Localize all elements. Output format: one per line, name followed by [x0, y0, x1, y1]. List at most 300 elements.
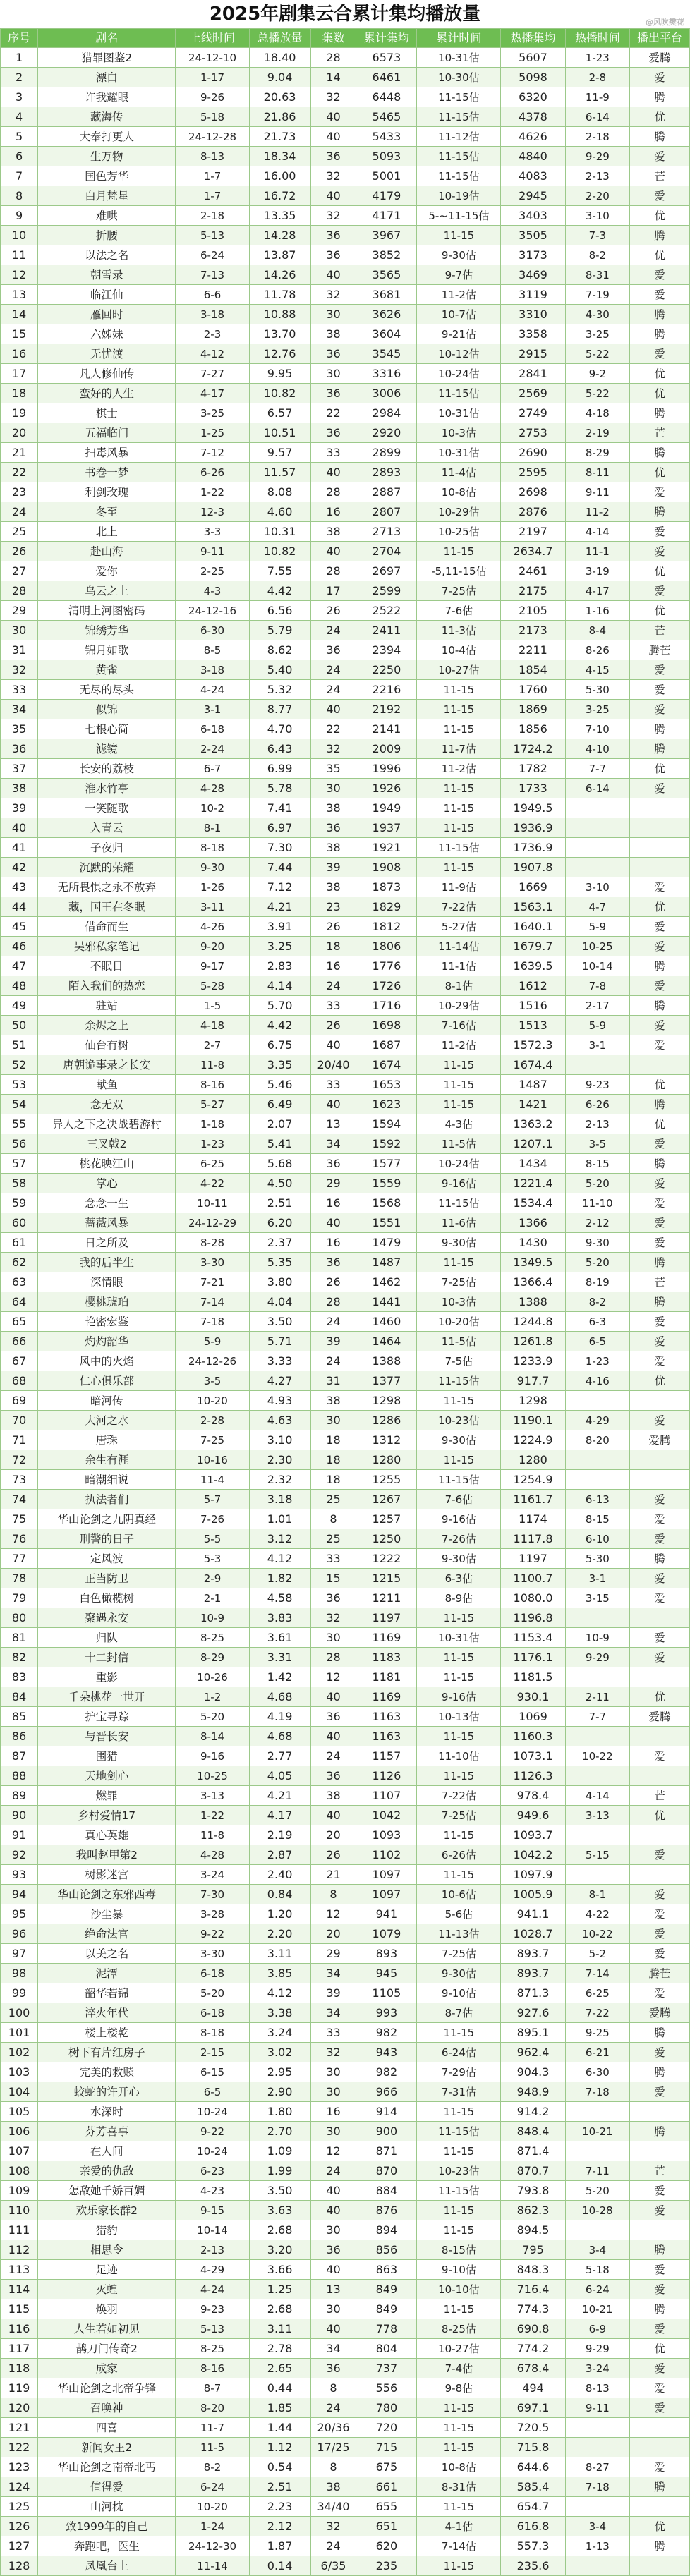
cell-start: 2-3	[176, 324, 249, 344]
cell-acc-avg: 1215	[356, 1569, 417, 1588]
cell-episodes: 40	[310, 1035, 356, 1055]
cell-episodes: 30	[310, 2062, 356, 2082]
cell-acctime: 4-1估	[417, 2517, 501, 2536]
cell-name: 归队	[38, 1628, 176, 1648]
cell-hot-avg: 893.7	[501, 1944, 565, 1964]
cell-start: 5-5	[176, 1529, 249, 1549]
cell-total: 5.40	[249, 660, 310, 680]
cell-episodes: 24	[310, 621, 356, 640]
cell-platform: 爱	[630, 680, 690, 700]
cell-start: 8-14	[176, 1727, 249, 1746]
cell-start: 5-20	[176, 1707, 249, 1727]
cell-hot-avg: 1161.7	[501, 1490, 565, 1509]
cell-episodes: 30	[310, 2220, 356, 2240]
table-row	[1, 1253, 690, 1272]
cell-total: 10.31	[249, 522, 310, 542]
table-row	[1, 364, 690, 384]
watermark: @风吹樊花	[646, 18, 684, 27]
cell-rank: 109	[1, 2181, 38, 2201]
cell-platform: 爱	[630, 2378, 690, 2398]
cell-start: 7-30	[176, 1885, 249, 1904]
cell-acctime: 5-~11-15估	[417, 206, 501, 226]
cell-name: 桃花映江山	[38, 1154, 176, 1174]
cell-start: 4-28	[176, 1845, 249, 1865]
table-row	[1, 2517, 690, 2536]
cell-rank: 2	[1, 68, 38, 87]
cell-episodes: 26	[310, 1016, 356, 1035]
cell-acc-avg: 1926	[356, 779, 417, 798]
cell-total: 3.18	[249, 1490, 310, 1509]
cell-name: 赴山海	[38, 542, 176, 561]
cell-start: 11-7	[176, 2418, 249, 2438]
cell-episodes: 36	[310, 344, 356, 364]
cell-platform	[630, 1608, 690, 1628]
cell-episodes: 15	[310, 1569, 356, 1588]
cell-hot-avg: 3310	[501, 305, 565, 324]
cell-acctime: 10-31估	[417, 48, 501, 68]
cell-acc-avg: 1441	[356, 1292, 417, 1312]
table-row	[1, 127, 690, 147]
cell-total: 2.77	[249, 1746, 310, 1766]
cell-rank: 54	[1, 1095, 38, 1114]
table-row	[1, 1233, 690, 1253]
cell-acctime: 11-2估	[417, 759, 501, 779]
cell-episodes: 22	[310, 719, 356, 739]
cell-rank: 114	[1, 2280, 38, 2299]
table-row	[1, 1746, 690, 1766]
cell-hottime: 3-10	[565, 877, 629, 897]
cell-hottime: 5-30	[565, 680, 629, 700]
cell-start: 8-20	[176, 2398, 249, 2418]
table-row	[1, 976, 690, 996]
cell-platform	[630, 798, 690, 818]
cell-acctime: 8-25估	[417, 2319, 501, 2339]
cell-acc-avg: 1280	[356, 1450, 417, 1470]
cell-acc-avg: 1105	[356, 1983, 417, 2003]
cell-total: 2.95	[249, 2062, 310, 2082]
cell-hottime	[565, 2556, 629, 2576]
cell-name: 致1999年的自己	[38, 2517, 176, 2536]
cell-episodes: 32	[310, 285, 356, 305]
table-row	[1, 1727, 690, 1746]
cell-acctime: 11-6估	[417, 1213, 501, 1233]
cell-rank: 49	[1, 996, 38, 1016]
cell-hottime: 5-30	[565, 1549, 629, 1569]
cell-acctime: 7-16估	[417, 1016, 501, 1035]
cell-total: 5.78	[249, 779, 310, 798]
cell-hot-avg: 1366	[501, 1213, 565, 1233]
cell-total: 7.12	[249, 877, 310, 897]
cell-episodes: 33	[310, 1075, 356, 1095]
cell-hot-avg: 2749	[501, 403, 565, 423]
cell-hot-avg: 654.7	[501, 2497, 565, 2517]
cell-episodes: 22	[310, 403, 356, 423]
table-row	[1, 2378, 690, 2398]
cell-platform: 爱	[630, 2181, 690, 2201]
cell-total: 4.12	[249, 1549, 310, 1569]
cell-hot-avg: 2634.7	[501, 542, 565, 561]
cell-platform: 爱	[630, 1845, 690, 1865]
cell-rank: 90	[1, 1806, 38, 1825]
table-row	[1, 107, 690, 127]
cell-total: 4.05	[249, 1766, 310, 1786]
cell-rank: 112	[1, 2240, 38, 2260]
cell-acctime: 11-15	[417, 2220, 501, 2240]
cell-rank: 28	[1, 581, 38, 601]
cell-hot-avg: 1674.4	[501, 1055, 565, 1075]
cell-total: 3.12	[249, 1529, 310, 1549]
cell-platform: 腾	[630, 2240, 690, 2260]
cell-total: 3.61	[249, 1628, 310, 1648]
cell-rank: 37	[1, 759, 38, 779]
cell-acctime: 11-15估	[417, 384, 501, 403]
cell-episodes: 16	[310, 502, 356, 522]
cell-acctime: 10-23估	[417, 2161, 501, 2181]
cell-acctime: 9-8估	[417, 2378, 501, 2398]
cell-platform: 爱	[630, 877, 690, 897]
table-row	[1, 245, 690, 265]
cell-total: 6.56	[249, 601, 310, 621]
cell-name: 淮水竹亭	[38, 779, 176, 798]
cell-acctime: 11-15	[417, 818, 501, 838]
cell-episodes: 8	[310, 2457, 356, 2477]
cell-name: 完美的救赎	[38, 2062, 176, 2082]
cell-start: 10-26	[176, 1667, 249, 1687]
cell-hot-avg: 941.1	[501, 1904, 565, 1924]
cell-name: 暗河传	[38, 1391, 176, 1411]
cell-name: 借命而生	[38, 917, 176, 937]
cell-acc-avg: 871	[356, 2141, 417, 2161]
cell-total: 7.55	[249, 561, 310, 581]
cell-acctime: 10-20估	[417, 1312, 501, 1332]
cell-acc-avg: 2192	[356, 700, 417, 719]
cell-episodes: 34/40	[310, 2497, 356, 2517]
cell-acctime: 11-15	[417, 2201, 501, 2220]
cell-acctime: 10-24估	[417, 1154, 501, 1174]
cell-rank: 40	[1, 818, 38, 838]
cell-episodes: 18	[310, 1470, 356, 1490]
cell-episodes: 40	[310, 2181, 356, 2201]
cell-hottime: 7-22	[565, 2003, 629, 2023]
cell-rank: 128	[1, 2556, 38, 2576]
cell-episodes: 39	[310, 1983, 356, 2003]
cell-hottime: 8-2	[565, 1292, 629, 1312]
cell-total: 4.17	[249, 1806, 310, 1825]
cell-name: 余烬之上	[38, 1016, 176, 1035]
cell-rank: 16	[1, 344, 38, 364]
cell-acctime: 11-15	[417, 542, 501, 561]
cell-name: 余生有涯	[38, 1450, 176, 1470]
cell-platform: 爱	[630, 1016, 690, 1035]
cell-start: 3-18	[176, 660, 249, 680]
cell-hottime: 9-29	[565, 147, 629, 166]
cell-rank: 50	[1, 1016, 38, 1035]
cell-platform	[630, 1865, 690, 1885]
cell-start: 3-1	[176, 700, 249, 719]
cell-acctime: 11-15	[417, 1095, 501, 1114]
cell-acctime: 11-15	[417, 2102, 501, 2122]
cell-rank: 71	[1, 1430, 38, 1450]
cell-acctime: 5-27估	[417, 917, 501, 937]
cell-rank: 65	[1, 1312, 38, 1332]
cell-total: 13.70	[249, 324, 310, 344]
cell-rank: 8	[1, 186, 38, 206]
cell-total: 3.31	[249, 1648, 310, 1667]
cell-hottime	[565, 818, 629, 838]
cell-acctime: 10-27估	[417, 2339, 501, 2359]
cell-hot-avg: 862.3	[501, 2201, 565, 2220]
cell-start: 24-12-28	[176, 127, 249, 147]
cell-platform: 爱	[630, 1174, 690, 1193]
cell-hottime	[565, 2438, 629, 2457]
cell-platform: 爱	[630, 2280, 690, 2299]
table-row	[1, 1430, 690, 1450]
cell-name: 唐朝诡事录之长安	[38, 1055, 176, 1075]
cell-platform: 爱	[630, 1351, 690, 1371]
table-row	[1, 1964, 690, 1983]
cell-hot-avg: 3403	[501, 206, 565, 226]
cell-acctime: 9-16估	[417, 1174, 501, 1193]
cell-episodes: 20	[310, 1825, 356, 1845]
cell-hottime: 8-2	[565, 245, 629, 265]
cell-episodes: 40	[310, 1687, 356, 1707]
cell-name: 五福临门	[38, 423, 176, 443]
cell-acctime: 11-15	[417, 1608, 501, 1628]
table-row	[1, 186, 690, 206]
cell-acctime: 11-15	[417, 1766, 501, 1786]
cell-episodes: 24	[310, 660, 356, 680]
cell-acctime: 11-1估	[417, 956, 501, 976]
cell-episodes: 40	[310, 1213, 356, 1233]
cell-episodes: 40	[310, 542, 356, 561]
cell-acctime: 9-10估	[417, 1983, 501, 2003]
cell-hot-avg: 1097.9	[501, 1865, 565, 1885]
cell-name: 藏海传	[38, 107, 176, 127]
table-row	[1, 2339, 690, 2359]
cell-hottime: 6-24	[565, 2280, 629, 2299]
cell-platform: 爱腾	[630, 48, 690, 68]
cell-hottime	[565, 1391, 629, 1411]
cell-start: 10-20	[176, 2497, 249, 2517]
cell-name: 利剑玫瑰	[38, 482, 176, 502]
cell-rank: 75	[1, 1509, 38, 1529]
cell-start: 8-18	[176, 838, 249, 858]
table-row	[1, 522, 690, 542]
table-row	[1, 1865, 690, 1885]
header-platform: 播出平台	[630, 29, 690, 48]
cell-name: 淬火年代	[38, 2003, 176, 2023]
cell-start: 5-9	[176, 1332, 249, 1351]
cell-start: 6-18	[176, 1964, 249, 1983]
cell-rank: 63	[1, 1272, 38, 1292]
table-row	[1, 779, 690, 798]
cell-name: 华山论剑之东邪西毒	[38, 1885, 176, 1904]
cell-platform: 爱	[630, 1588, 690, 1608]
header-hot-time: 热播时间	[565, 29, 629, 48]
cell-total: 3.25	[249, 937, 310, 956]
cell-platform: 爱	[630, 1233, 690, 1253]
cell-rank: 58	[1, 1174, 38, 1193]
cell-hot-avg: 793.8	[501, 2181, 565, 2201]
cell-hot-avg: 1856	[501, 719, 565, 739]
table-row	[1, 2023, 690, 2043]
cell-hot-avg: 1280	[501, 1450, 565, 1470]
cell-name: 吴邪私家笔记	[38, 937, 176, 956]
cell-rank: 67	[1, 1351, 38, 1371]
cell-hot-avg: 1513	[501, 1016, 565, 1035]
table-row	[1, 2319, 690, 2339]
cell-platform: 爱	[630, 344, 690, 364]
cell-acc-avg: 1211	[356, 1588, 417, 1608]
cell-acc-avg: 1181	[356, 1667, 417, 1687]
cell-rank: 6	[1, 147, 38, 166]
cell-acc-avg: 993	[356, 2003, 417, 2023]
cell-acctime: 10-24估	[417, 364, 501, 384]
cell-acc-avg: 1592	[356, 1134, 417, 1154]
cell-rank: 91	[1, 1825, 38, 1845]
cell-acctime: 11-15	[417, 719, 501, 739]
cell-hottime: 10-25	[565, 937, 629, 956]
cell-total: 4.68	[249, 1727, 310, 1746]
table-row	[1, 2497, 690, 2517]
table-row	[1, 423, 690, 443]
table-row	[1, 1411, 690, 1430]
cell-name: 燃罪	[38, 1786, 176, 1806]
cell-platform: 腾	[630, 305, 690, 324]
cell-acc-avg: 2009	[356, 739, 417, 759]
cell-acctime: 10-4估	[417, 640, 501, 660]
cell-platform: 爱	[630, 265, 690, 285]
cell-hottime: 2-20	[565, 186, 629, 206]
cell-start: 4-24	[176, 680, 249, 700]
cell-name: 三叉戟2	[38, 1134, 176, 1154]
cell-hottime: 11-10	[565, 1193, 629, 1213]
cell-rank: 84	[1, 1687, 38, 1707]
cell-name: 正当防卫	[38, 1569, 176, 1588]
cell-episodes: 40	[310, 127, 356, 147]
cell-hot-avg: 2569	[501, 384, 565, 403]
cell-hot-avg: 1069	[501, 1707, 565, 1727]
cell-start: 7-26	[176, 1509, 249, 1529]
table-row	[1, 1687, 690, 1707]
cell-hot-avg: 795	[501, 2240, 565, 2260]
cell-hot-avg: 2876	[501, 502, 565, 522]
header-acc-avg: 累计集均	[356, 29, 417, 48]
cell-acctime: 11-15	[417, 2299, 501, 2319]
cell-rank: 13	[1, 285, 38, 305]
cell-total: 4.14	[249, 976, 310, 996]
cell-episodes: 32	[310, 87, 356, 107]
cell-hot-avg: 585.4	[501, 2477, 565, 2497]
cell-acc-avg: 1559	[356, 1174, 417, 1193]
cell-start: 7-21	[176, 1272, 249, 1292]
cell-start: 11-8	[176, 1055, 249, 1075]
cell-acc-avg: 982	[356, 2023, 417, 2043]
cell-start: 4-18	[176, 1016, 249, 1035]
cell-start: 8-13	[176, 147, 249, 166]
cell-episodes: 29	[310, 1944, 356, 1964]
table-row	[1, 2201, 690, 2220]
cell-start: 8-16	[176, 2359, 249, 2378]
cell-hottime: 5-20	[565, 1253, 629, 1272]
cell-hot-avg: 1563.1	[501, 897, 565, 917]
cell-hottime: 4-7	[565, 897, 629, 917]
cell-acctime: 11-15估	[417, 166, 501, 186]
cell-hot-avg: 1854	[501, 660, 565, 680]
cell-rank: 97	[1, 1944, 38, 1964]
cell-rank: 127	[1, 2536, 38, 2556]
cell-start: 1-22	[176, 482, 249, 502]
cell-hot-avg: 1421	[501, 1095, 565, 1114]
cell-total: 1.82	[249, 1569, 310, 1588]
cell-episodes: 24	[310, 2161, 356, 2181]
cell-hottime	[565, 2220, 629, 2240]
cell-total: 2.70	[249, 2122, 310, 2141]
table-row	[1, 956, 690, 976]
cell-total: 1.09	[249, 2141, 310, 2161]
cell-acctime: 10-31估	[417, 443, 501, 463]
cell-hot-avg: 848.4	[501, 2122, 565, 2141]
cell-hottime: 8-4	[565, 621, 629, 640]
cell-episodes: 40	[310, 1727, 356, 1746]
cell-start: 1-26	[176, 877, 249, 897]
cell-hot-avg: 6320	[501, 87, 565, 107]
cell-acc-avg: 2599	[356, 581, 417, 601]
table-row	[1, 48, 690, 68]
cell-platform	[630, 2497, 690, 2517]
table-row	[1, 1845, 690, 1865]
cell-rank: 45	[1, 917, 38, 937]
cell-rank: 27	[1, 561, 38, 581]
cell-total: 3.83	[249, 1608, 310, 1628]
table-row	[1, 1450, 690, 1470]
cell-name: 定风波	[38, 1549, 176, 1569]
table-row	[1, 226, 690, 245]
cell-acc-avg: 3565	[356, 265, 417, 285]
cell-acctime: 11-15	[417, 1075, 501, 1095]
cell-name: 许我耀眼	[38, 87, 176, 107]
cell-hot-avg: 962.4	[501, 2043, 565, 2062]
cell-episodes: 40	[310, 463, 356, 482]
cell-hot-avg: 1949.5	[501, 798, 565, 818]
cell-total: 4.70	[249, 719, 310, 739]
cell-total: 14.28	[249, 226, 310, 245]
cell-rank: 69	[1, 1391, 38, 1411]
cell-platform: 腾	[630, 956, 690, 976]
table-row	[1, 1529, 690, 1549]
cell-platform: 芒	[630, 1786, 690, 1806]
cell-start: 8-16	[176, 1075, 249, 1095]
cell-total: 3.10	[249, 1430, 310, 1450]
cell-hot-avg: 1093.7	[501, 1825, 565, 1845]
cell-episodes: 13	[310, 1114, 356, 1134]
cell-hottime: 9-11	[565, 482, 629, 502]
cell-rank: 98	[1, 1964, 38, 1983]
cell-start: 11-4	[176, 1470, 249, 1490]
header-episodes: 集数	[310, 29, 356, 48]
cell-acctime: 9-30估	[417, 1964, 501, 1983]
cell-platform: 优	[630, 1687, 690, 1707]
cell-total: 1.44	[249, 2418, 310, 2438]
cell-start: 4-24	[176, 2280, 249, 2299]
table-row	[1, 305, 690, 324]
cell-hottime	[565, 1667, 629, 1687]
cell-acc-avg: 1286	[356, 1411, 417, 1430]
cell-acc-avg: 5001	[356, 166, 417, 186]
cell-hottime: 8-15	[565, 1509, 629, 1529]
cell-rank: 85	[1, 1707, 38, 1727]
cell-start: 7-13	[176, 265, 249, 285]
